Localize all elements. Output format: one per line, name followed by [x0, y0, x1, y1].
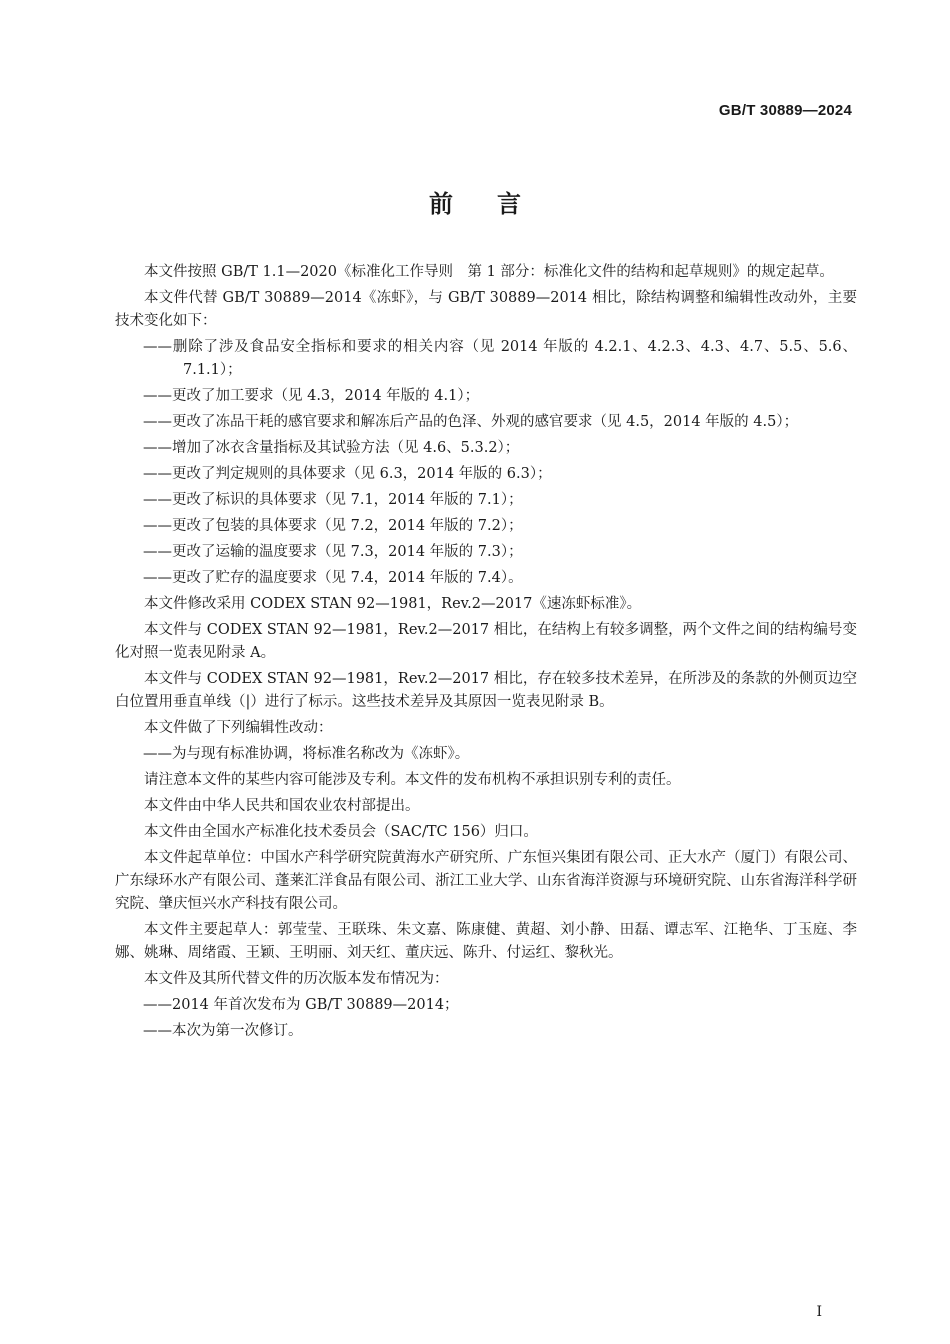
page-number: I	[816, 1304, 822, 1320]
history-item: ——本次为第一次修订。	[143, 1023, 303, 1039]
editorial-change-item: ——为与现有标准协调，将标准名称改为《冻虾》。	[143, 746, 470, 762]
paragraph-technical-differences: 本文件与 CODEX STAN 92—1981，Rev.2—2017 相比，存在较多技术差异，在所涉及的条款的外侧页边空白位置用垂直单线（|）进行了标示。这些技术差异及其原因一览表见附录 B。	[115, 671, 857, 710]
change-item: ——更改了标识的具体要求（见 7.1，2014 年版的 7.1）；	[143, 492, 523, 508]
change-item: ——更改了运输的温度要求（见 7.3，2014 年版的 7.3）；	[143, 544, 523, 560]
page-title: 前言	[429, 190, 565, 218]
paragraph-structure-changes: 本文件与 CODEX STAN 92—1981，Rev.2—2017 相比，在结构上有较多调整，两个文件之间的结构编号变化对照一览表见附录 A。	[115, 622, 857, 661]
standard-number: GB/T 30889—2024	[718, 102, 852, 119]
paragraph-proposer: 本文件由中华人民共和国农业农村部提出。	[144, 798, 420, 814]
paragraph-patent-notice: 请注意本文件的某些内容可能涉及专利。本文件的发布机构不承担识别专利的责任。	[144, 772, 681, 788]
paragraph-replacement: 本文件代替 GB/T 30889—2014《冻虾》，与 GB/T 30889—2014 相比，除结构调整和编辑性改动外，主要技术变化如下：	[115, 290, 857, 329]
paragraph-history: 本文件及其所代替文件的历次版本发布情况为：	[144, 971, 449, 987]
change-item: ——增加了冰衣含量指标及其试验方法（见 4.6、5.3.2）；	[143, 440, 520, 456]
paragraph-drafting-units: 本文件起草单位：中国水产科学研究院黄海水产研究所、广东恒兴集团有限公司、正大水产（厦门）有限公司、广东绿环水产有限公司、蓬莱汇洋食品有限公司、浙江工业大学、山东省海洋资源与环境研究院、山东省海洋科学研究院、肇庆恒兴水产科技有限公司。	[115, 850, 857, 912]
paragraph-committee: 本文件由全国水产标准化技术委员会（SAC/TC 156）归口。	[144, 824, 538, 840]
change-item: ——更改了判定规则的具体要求（见 6.3，2014 年版的 6.3）；	[143, 466, 552, 482]
history-item: ——2014 年首次发布为 GB/T 30889—2014；	[143, 997, 459, 1013]
paragraph-drafting-rules: 本文件按照 GB/T 1.1—2020《标准化工作导则 第 1 部分：标准化文件的结构和起草规则》的规定起草。	[144, 264, 834, 280]
change-item: ——更改了冻品干耗的感官要求和解冻后产品的色泽、外观的感官要求（见 4.5，2014 年版的 4.5）；	[143, 414, 799, 430]
paragraph-adoption: 本文件修改采用 CODEX STAN 92—1981，Rev.2—2017《速冻虾标准》。	[144, 596, 642, 612]
paragraph-editorial-changes: 本文件做了下列编辑性改动：	[144, 720, 333, 736]
change-item: ——更改了包装的具体要求（见 7.2，2014 年版的 7.2）；	[143, 518, 523, 534]
change-item: ——更改了贮存的温度要求（见 7.4，2014 年版的 7.4）。	[143, 570, 523, 586]
change-item: ——更改了加工要求（见 4.3，2014 年版的 4.1）；	[143, 388, 480, 404]
change-item: ——删除了涉及食品安全指标和要求的相关内容（见 2014 年版的 4.2.1、4.2.3、4.3、4.7、5.5、5.6、7.1.1）；	[143, 339, 857, 378]
foreword-body	[115, 261, 857, 1046]
paragraph-drafters: 本文件主要起草人：郭莹莹、王联珠、朱文嘉、陈康健、黄超、刘小静、田磊、谭志军、江艳华、丁玉庭、李娜、姚琳、周绪霞、王颖、王明丽、刘天红、董庆远、陈升、付运红、黎秋光。	[115, 922, 857, 961]
